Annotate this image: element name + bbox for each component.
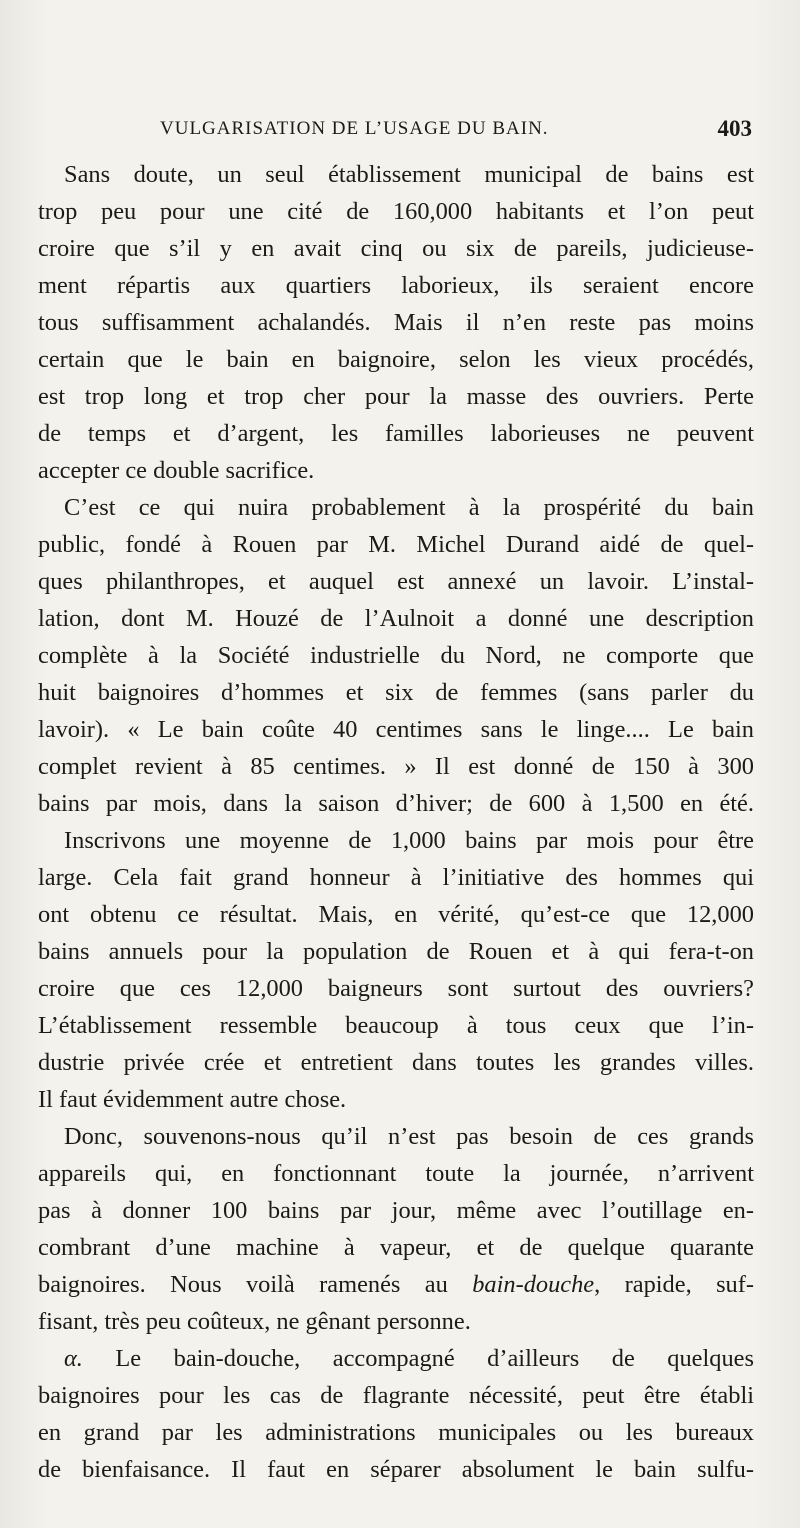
- chapter-title: VULGARISATION DE L’USAGE DU BAIN.: [160, 118, 549, 139]
- text-line: ment répartis aux quartiers laborieux, ils seraient encore: [38, 272, 754, 299]
- text-line: C’est ce qui nuira probablement à la prospérité du bain: [64, 494, 754, 521]
- text-line: en grand par les administrations municipales ou les bureaux: [38, 1419, 754, 1446]
- text-line: croire que ces 12,000 baigneurs sont surtout des ouvriers?: [38, 975, 754, 1002]
- page-number: 403: [717, 116, 752, 141]
- text-line: Il faut évidemment autre chose.: [38, 1086, 347, 1113]
- text-line: bains annuels pour la population de Rouen et à qui fera-t-on: [38, 938, 754, 965]
- text-line: Sans doute, un seul établissement municipal de bains est: [64, 161, 754, 188]
- text-line-with-marker: [38, 1340, 754, 1377]
- text-run: Le bain-douche, accompagné d’ailleurs de quelques: [82, 1345, 754, 1372]
- text-line: appareils qui, en fonctionnant toute la journée, n’arrivent: [38, 1160, 754, 1187]
- body-text: [38, 156, 754, 1488]
- text-line: est trop long et trop cher pour la masse des ouvriers. Perte: [38, 383, 754, 410]
- list-marker: α.: [64, 1345, 83, 1372]
- text-line: Donc, souvenons-nous qu’il n’est pas besoin de ces grands: [64, 1123, 754, 1150]
- running-header: [40, 118, 752, 148]
- text-line: pas à donner 100 bains par jour, même avec l’outillage en-: [38, 1197, 754, 1224]
- text-line: large. Cela fait grand honneur à l’initiative des hommes qui: [38, 864, 754, 891]
- text-line-with-italic: [38, 1266, 754, 1303]
- text-line: lation, dont M. Houzé de l’Aulnoit a donné une description: [38, 605, 754, 632]
- text-line: Inscrivons une moyenne de 1,000 bains par mois pour être: [64, 827, 754, 854]
- text-line: accepter ce double sacrifice.: [38, 457, 315, 484]
- text-line: trop peu pour une cité de 160,000 habitants et l’on peut: [38, 198, 754, 225]
- text-line: de temps et d’argent, les familles laborieuses ne peuvent: [38, 420, 754, 447]
- text-line: croire que s’il y en avait cinq ou six de pareils, judicieuse-: [38, 235, 754, 262]
- text-line: huit baignoires d’hommes et six de femmes (sans parler du: [38, 679, 754, 706]
- text-line: baignoires pour les cas de flagrante nécessité, peut être établi: [38, 1382, 754, 1409]
- text-line: ont obtenu ce résultat. Mais, en vérité, qu’est-ce que 12,000: [38, 901, 754, 928]
- text-line: complet revient à 85 centimes. » Il est donné de 150 à 300: [38, 753, 754, 780]
- text-run: , rapide, suf-: [594, 1271, 754, 1298]
- text-line: fisant, très peu coûteux, ne gênant personne.: [38, 1308, 471, 1335]
- text-line: de bienfaisance. Il faut en séparer absolument le bain sulfu-: [38, 1456, 754, 1483]
- text-line: lavoir). « Le bain coûte 40 centimes sans le linge.... Le bain: [38, 716, 754, 743]
- text-line: bains par mois, dans la saison d’hiver; de 600 à 1,500 en été.: [38, 790, 754, 817]
- text-line: tous suffisamment achalandés. Mais il n’en reste pas moins: [38, 309, 754, 336]
- text-line: certain que le bain en baignoire, selon les vieux procédés,: [38, 346, 754, 373]
- text-line: complète à la Société industrielle du Nord, ne comporte que: [38, 642, 754, 669]
- italic-term: bain-douche: [472, 1271, 595, 1298]
- text-run: baignoires. Nous voilà ramenés au: [38, 1271, 473, 1298]
- text-line: combrant d’une machine à vapeur, et de quelque quarante: [38, 1234, 754, 1261]
- text-line: ques philanthropes, et auquel est annexé un lavoir. L’instal-: [38, 568, 754, 595]
- text-line: public, fondé à Rouen par M. Michel Durand aidé de quel-: [38, 531, 754, 558]
- text-line: L’établissement ressemble beaucoup à tous ceux que l’in-: [38, 1012, 754, 1039]
- text-line: dustrie privée crée et entretient dans toutes les grandes villes.: [38, 1049, 754, 1076]
